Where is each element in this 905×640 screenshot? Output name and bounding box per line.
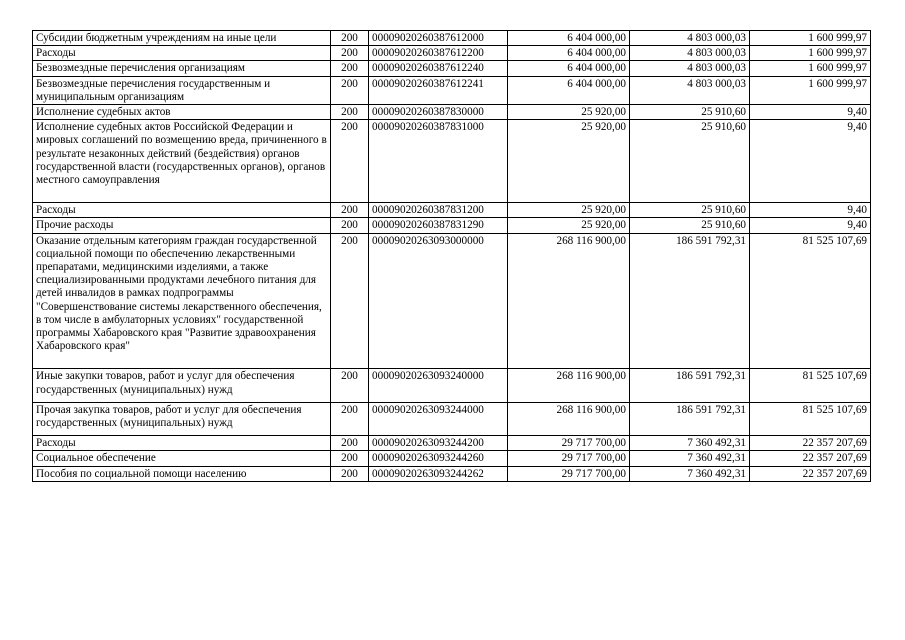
row-name-cell: Оказание отдельным категориям граждан государственной социальной помощи по обеспечению лекарственными препаратами, медицинскими изделиями, а также специализированными продуктами лечебного питания для детей инвалидов в рамках подпрограммы "Совершенствование системы лекарственного обеспечения, в том числе в амбулаторных условиях" государственной программы Хабаровского края "Развитие здравоохранения Хабаровского края"	[33, 233, 331, 369]
row-executed-cell: 25 910,60	[630, 203, 750, 218]
row-remaining-cell: 9,40	[750, 105, 871, 120]
row-executed-cell: 7 360 492,31	[630, 436, 750, 451]
row-line-code-cell: 200	[331, 402, 369, 435]
table-row	[33, 203, 871, 218]
row-executed-cell: 186 591 792,31	[630, 369, 750, 402]
row-name-cell: Безвозмездные перечисления организациям	[33, 61, 331, 76]
row-executed-cell: 25 910,60	[630, 218, 750, 233]
row-executed-cell: 4 803 000,03	[630, 61, 750, 76]
table-row	[33, 61, 871, 76]
table-row	[33, 218, 871, 233]
row-name-cell: Прочая закупка товаров, работ и услуг для обеспечения государственных (муниципальных) нужд	[33, 402, 331, 435]
row-remaining-cell: 9,40	[750, 218, 871, 233]
table-row	[33, 436, 871, 451]
row-budget-code-cell: 00009020260387612200	[369, 46, 508, 61]
row-line-code-cell: 200	[331, 76, 369, 104]
row-budget-code-cell: 00009020260387612241	[369, 76, 508, 104]
row-line-code-cell: 200	[331, 105, 369, 120]
row-line-code-cell: 200	[331, 233, 369, 369]
row-assigned-cell: 6 404 000,00	[508, 31, 630, 46]
row-remaining-cell: 1 600 999,97	[750, 76, 871, 104]
row-name-cell: Исполнение судебных актов	[33, 105, 331, 120]
row-name-cell: Расходы	[33, 436, 331, 451]
row-line-code-cell: 200	[331, 436, 369, 451]
row-budget-code-cell: 00009020260387831290	[369, 218, 508, 233]
table-row	[33, 31, 871, 46]
row-executed-cell: 186 591 792,31	[630, 233, 750, 369]
row-executed-cell: 7 360 492,31	[630, 451, 750, 466]
row-executed-cell: 25 910,60	[630, 120, 750, 203]
row-budget-code-cell: 00009020263093244200	[369, 436, 508, 451]
row-budget-code-cell: 00009020260387612000	[369, 31, 508, 46]
row-remaining-cell: 9,40	[750, 120, 871, 203]
row-line-code-cell: 200	[331, 466, 369, 481]
row-executed-cell: 25 910,60	[630, 105, 750, 120]
row-line-code-cell: 200	[331, 218, 369, 233]
row-line-code-cell: 200	[331, 451, 369, 466]
row-executed-cell: 4 803 000,03	[630, 31, 750, 46]
row-remaining-cell: 22 357 207,69	[750, 451, 871, 466]
budget-report-page	[32, 30, 870, 482]
row-assigned-cell: 25 920,00	[508, 203, 630, 218]
table-row	[33, 466, 871, 481]
row-line-code-cell: 200	[331, 120, 369, 203]
row-budget-code-cell: 00009020260387830000	[369, 105, 508, 120]
row-assigned-cell: 268 116 900,00	[508, 402, 630, 435]
table-row	[33, 120, 871, 203]
row-line-code-cell: 200	[331, 203, 369, 218]
table-row	[33, 105, 871, 120]
row-remaining-cell: 81 525 107,69	[750, 369, 871, 402]
row-assigned-cell: 29 717 700,00	[508, 436, 630, 451]
row-remaining-cell: 81 525 107,69	[750, 233, 871, 369]
row-executed-cell: 186 591 792,31	[630, 402, 750, 435]
row-executed-cell: 4 803 000,03	[630, 76, 750, 104]
row-line-code-cell: 200	[331, 46, 369, 61]
row-line-code-cell: 200	[331, 369, 369, 402]
row-remaining-cell: 22 357 207,69	[750, 466, 871, 481]
row-executed-cell: 4 803 000,03	[630, 46, 750, 61]
row-budget-code-cell: 00009020263093240000	[369, 369, 508, 402]
table-row	[33, 233, 871, 369]
row-remaining-cell: 81 525 107,69	[750, 402, 871, 435]
row-assigned-cell: 6 404 000,00	[508, 61, 630, 76]
row-budget-code-cell: 00009020263093244000	[369, 402, 508, 435]
table-row	[33, 451, 871, 466]
row-name-cell: Расходы	[33, 203, 331, 218]
row-name-cell: Субсидии бюджетным учреждениям на иные цели	[33, 31, 331, 46]
table-body	[33, 31, 871, 482]
row-name-cell: Исполнение судебных актов Российской Федерации и мировых соглашений по возмещению вреда, причиненного в результате незаконных действий (бездействия) органов государственной власти (государственных органов), органов местного самоуправления	[33, 120, 331, 203]
row-assigned-cell: 25 920,00	[508, 105, 630, 120]
row-line-code-cell: 200	[331, 61, 369, 76]
row-assigned-cell: 29 717 700,00	[508, 451, 630, 466]
row-name-cell: Иные закупки товаров, работ и услуг для обеспечения государственных (муниципальных) нужд	[33, 369, 331, 402]
row-assigned-cell: 25 920,00	[508, 218, 630, 233]
table-row	[33, 46, 871, 61]
row-budget-code-cell: 00009020260387612240	[369, 61, 508, 76]
budget-execution-table	[32, 30, 871, 482]
row-budget-code-cell: 00009020263093000000	[369, 233, 508, 369]
row-budget-code-cell: 00009020260387831200	[369, 203, 508, 218]
row-assigned-cell: 268 116 900,00	[508, 369, 630, 402]
row-remaining-cell: 1 600 999,97	[750, 61, 871, 76]
row-remaining-cell: 1 600 999,97	[750, 46, 871, 61]
row-assigned-cell: 268 116 900,00	[508, 233, 630, 369]
table-row	[33, 402, 871, 435]
row-remaining-cell: 22 357 207,69	[750, 436, 871, 451]
table-row	[33, 76, 871, 104]
row-budget-code-cell: 00009020263093244260	[369, 451, 508, 466]
row-name-cell: Прочие расходы	[33, 218, 331, 233]
row-line-code-cell: 200	[331, 31, 369, 46]
row-assigned-cell: 25 920,00	[508, 120, 630, 203]
row-budget-code-cell: 00009020260387831000	[369, 120, 508, 203]
row-remaining-cell: 1 600 999,97	[750, 31, 871, 46]
row-name-cell: Безвозмездные перечисления государственным и муниципальным организациям	[33, 76, 331, 104]
row-remaining-cell: 9,40	[750, 203, 871, 218]
row-assigned-cell: 6 404 000,00	[508, 46, 630, 61]
row-name-cell: Социальное обеспечение	[33, 451, 331, 466]
row-budget-code-cell: 00009020263093244262	[369, 466, 508, 481]
row-executed-cell: 7 360 492,31	[630, 466, 750, 481]
table-row	[33, 369, 871, 402]
row-assigned-cell: 29 717 700,00	[508, 466, 630, 481]
row-assigned-cell: 6 404 000,00	[508, 76, 630, 104]
row-name-cell: Пособия по социальной помощи населению	[33, 466, 331, 481]
row-name-cell: Расходы	[33, 46, 331, 61]
